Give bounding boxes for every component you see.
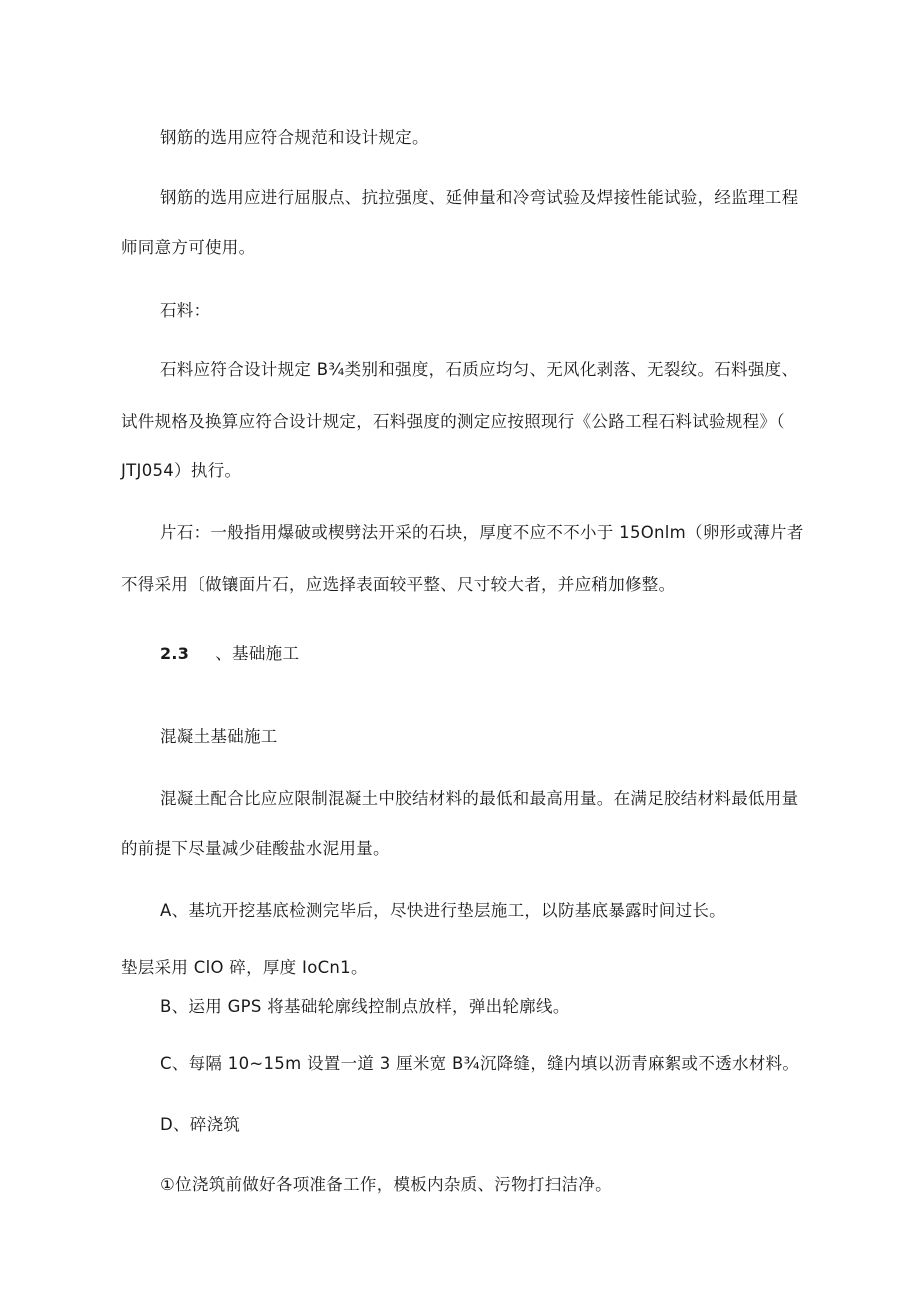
step-b: B、运用 GPS 将基础轮廓线控制点放样，弹出轮廓线。 [160,997,570,1016]
paragraph-stone-line-1: 石料应符合设计规定 B¾类别和强度，石质应均匀、无风化剥落、无裂纹。石料强度、 [160,360,799,379]
paragraph-rebar-test-line-1: 钢筋的选用应进行屈服点、抗拉强度、延伸量和冷弯试验及焊接性能试验，经监理工程 [160,188,799,207]
paragraph-stone-line-3: JTJ054）执行。 [121,461,242,480]
section-heading [160,643,299,665]
paragraph-stone-line-2: 试件规格及换算应符合设计规定，石料强度的测定应按照现行《公路工程石料试验规程》（ [121,412,785,431]
paragraph-rubble-line-2: 不得采用〔做镶面片石，应选择表面较平整、尺寸较大者，并应稍加修整。 [121,575,676,594]
step-a-cushion: 垫层采用 ClO 碎，厚度 IoCn1。 [121,958,368,977]
step-a: A、基坑开挖基底检测完毕后，尽快进行垫层施工，以防基底暴露时间过长。 [160,901,726,920]
step-d: D、碎浇筑 [160,1115,241,1134]
paragraph-concrete-mix-line-1: 混凝土配合比应应限制混凝土中胶结材料的最低和最高用量。在满足胶结材料最低用量 [160,789,799,808]
paragraph-rebar-test-line-2: 师同意方可使用。 [121,238,256,257]
stone-label: 石料： [160,301,211,320]
paragraph-rebar-spec: 钢筋的选用应符合规范和设计规定。 [160,128,429,147]
concrete-foundation-label: 混凝土基础施工 [160,727,278,746]
step-d-item-1: ①位浇筑前做好各项准备工作，模板内杂质、污物打扫洁净。 [160,1175,612,1194]
paragraph-rubble-line-1: 片石：一般指用爆破或楔劈法开采的石块，厚度不应不不小于 15Onlm（卵形或薄片者 [160,523,804,542]
section-number: 2.3 [160,644,190,663]
section-title: 、基础施工 [215,644,300,663]
paragraph-concrete-mix-line-2: 的前提下尽量减少硅酸盐水泥用量。 [121,839,390,858]
step-c: C、每隔 10~15m 设置一道 3 厘米宽 B¾沉降缝，缝内填以沥青麻絮或不透水材料。 [160,1054,800,1073]
